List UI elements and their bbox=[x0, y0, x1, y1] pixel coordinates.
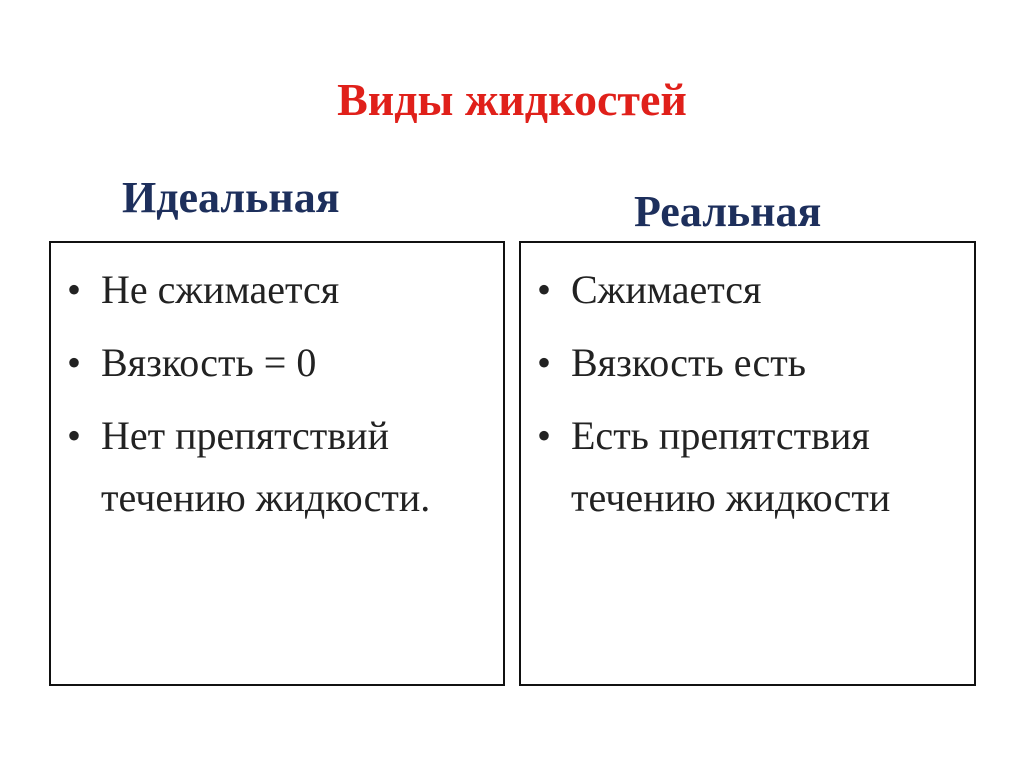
list-item-text: Не сжимается bbox=[101, 267, 340, 312]
bullet-icon: • bbox=[537, 413, 552, 458]
slide-title: Виды жидкостей bbox=[337, 74, 687, 125]
list-item bbox=[65, 332, 493, 394]
list-item-text: Вязкость есть bbox=[571, 340, 806, 385]
bullet-icon: • bbox=[67, 340, 82, 385]
ideal-properties-list bbox=[65, 259, 493, 540]
list-item bbox=[65, 405, 493, 529]
list-item-text: Вязкость = 0 bbox=[101, 340, 317, 385]
real-properties-box bbox=[519, 241, 976, 686]
ideal-properties-box bbox=[49, 241, 505, 686]
list-item bbox=[535, 259, 964, 321]
column-heading-ideal: Идеальная bbox=[122, 173, 340, 222]
bullet-icon: • bbox=[67, 267, 82, 312]
bullet-icon: • bbox=[537, 340, 552, 385]
list-item-text: Нет препятствий течению жидкости. bbox=[101, 413, 431, 520]
bullet-icon: • bbox=[67, 413, 82, 458]
list-item-text: Есть препятствия течению жидкости bbox=[571, 413, 891, 520]
list-item bbox=[535, 332, 964, 394]
list-item bbox=[65, 259, 493, 321]
list-item-text: Сжимается bbox=[571, 267, 762, 312]
column-heading-real: Реальная bbox=[634, 187, 822, 236]
bullet-icon: • bbox=[537, 267, 552, 312]
list-item bbox=[535, 405, 964, 529]
real-properties-list bbox=[535, 259, 964, 540]
